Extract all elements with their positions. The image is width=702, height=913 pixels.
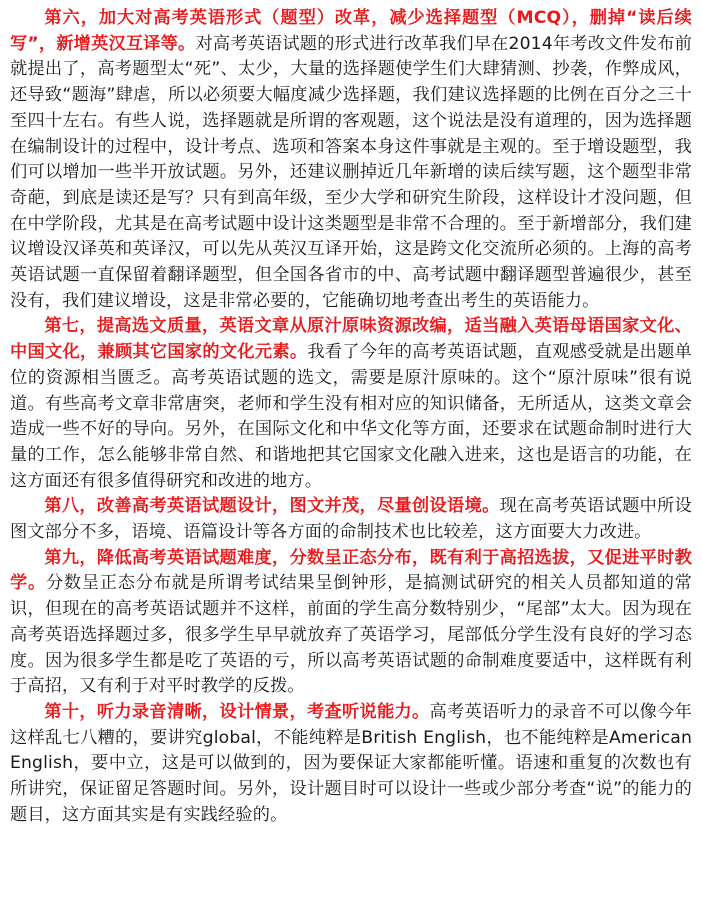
paragraph-point-7 — [10, 314, 692, 494]
paragraph-heading: 第七，提高选文质量，英语文章从原汁原味资源改编，适当融入英语母语国家文化、中国文化，兼顾其它国家的文化元素。 — [10, 316, 692, 363]
paragraph-point-6 — [10, 6, 692, 314]
paragraph-heading: 第十，听力录音清晰，设计情景，考查听说能力。 — [44, 701, 430, 722]
paragraph-point-9 — [10, 546, 692, 700]
paragraph-point-8 — [10, 494, 692, 545]
paragraph-point-10 — [10, 700, 692, 829]
paragraph-heading: 第六，加大对高考英语形式（题型）改革，减少选择题型（MCQ），删掉“读后续写”，新增英汉互译等。 — [10, 8, 692, 54]
paragraph-text: 现在高考英语试题中所设图文部分不多，语境、语篇设计等各方面的命制技术也比较差，这方面要大力改进。 — [10, 496, 693, 543]
paragraph-text: 我看了今年的高考英语试题，直观感受就是出题单位的资源相当匮乏。高考英语试题的选文，需要是原汁原味的。这个“原汁原味”很有说道。有些高考文章非常唐突，老师和学生没有相对应的知识储备，无所适从，这类文章会造成一些不好的导向。另外，在国际文化和中华文化等方面，还要求在试题命制时进行大量的工作，怎么能够非常自然、和谐地把其它国家文化融入进来，这也是语言的功能，在这方面还有很多值得研究和改进的地方。 — [10, 342, 692, 491]
paragraph-heading: 第九，降低高考英语试题难度，分数呈正态分布，既有利于高招选拔，又促进平时教学。 — [10, 547, 692, 594]
paragraph-text: 对高考英语试题的形式进行改革我们早在2014年考改文件发布前就提出了，高考题型太“死”、太少，大量的选择题使学生们大肆猜测、抄袭，作弊成风，还导致“题海”肆虐，所以必须要大幅度减少选择题，我们建议选择题的比例在百分之三十至四十左右。有些人说，选择题就是所谓的客观题，这个说法是没有道理的，因为选择题在编制设计的过程中，设计考点、选项和答案本身这件事就是主观的。至于增设题型，我们可以增加一些半开放试题。另外，还建议删掉近几年新增的读后续写题，这个题型非常奇葩，到底是读还是写？只有到高年级，至少大学和研究生阶段，这样设计才没问题，但在中学阶段，尤其是在高考试题中设计这类题型是非常不合理的。至于新增部分，我们建议增设汉译英和英译汉，可以先从英汉互译开始，这是跨文化交流所必须的。上海的高考英语试题一直保留着翻译题型，但全国各省市的中、高考试题中翻译题型普遍很少，甚至没有，我们建议增设，这是非常必要的，它能确切地考查出考生的英语能力。 — [10, 33, 692, 311]
paragraph-text: 高考英语听力的录音不可以像今年这样乱七八糟的，要讲究global，不能纯粹是British English，也不能纯粹是American English，要中立，这是可以做到的，因为要保证大家都能听懂。语速和重复的次数也有所讲究，保证留足答题时间。另外，设计题目时可以设计一些或少部分考查“说”的能力的题目，这方面其实是有实践经验的。 — [10, 701, 692, 825]
paragraph-heading: 第八，改善高考英语试题设计，图文并茂，尽量创设语境。 — [44, 496, 500, 517]
paragraph-text: 分数呈正态分布就是所谓考试结果呈倒钟形，是搞测试研究的相关人员都知道的常识，但现在的高考英语试题并不这样，前面的学生高分数特别少，“尾部”太大。因为现在高考英语选择题过多，很多学生早早就放弃了英语学习，尾部低分学生没有良好的学习态度。因为很多学生都是吃了英语的亏，所以高考英语试题的命制难度要适中，这样既有利于高招，又有利于对平时教学的反拨。 — [10, 573, 692, 697]
